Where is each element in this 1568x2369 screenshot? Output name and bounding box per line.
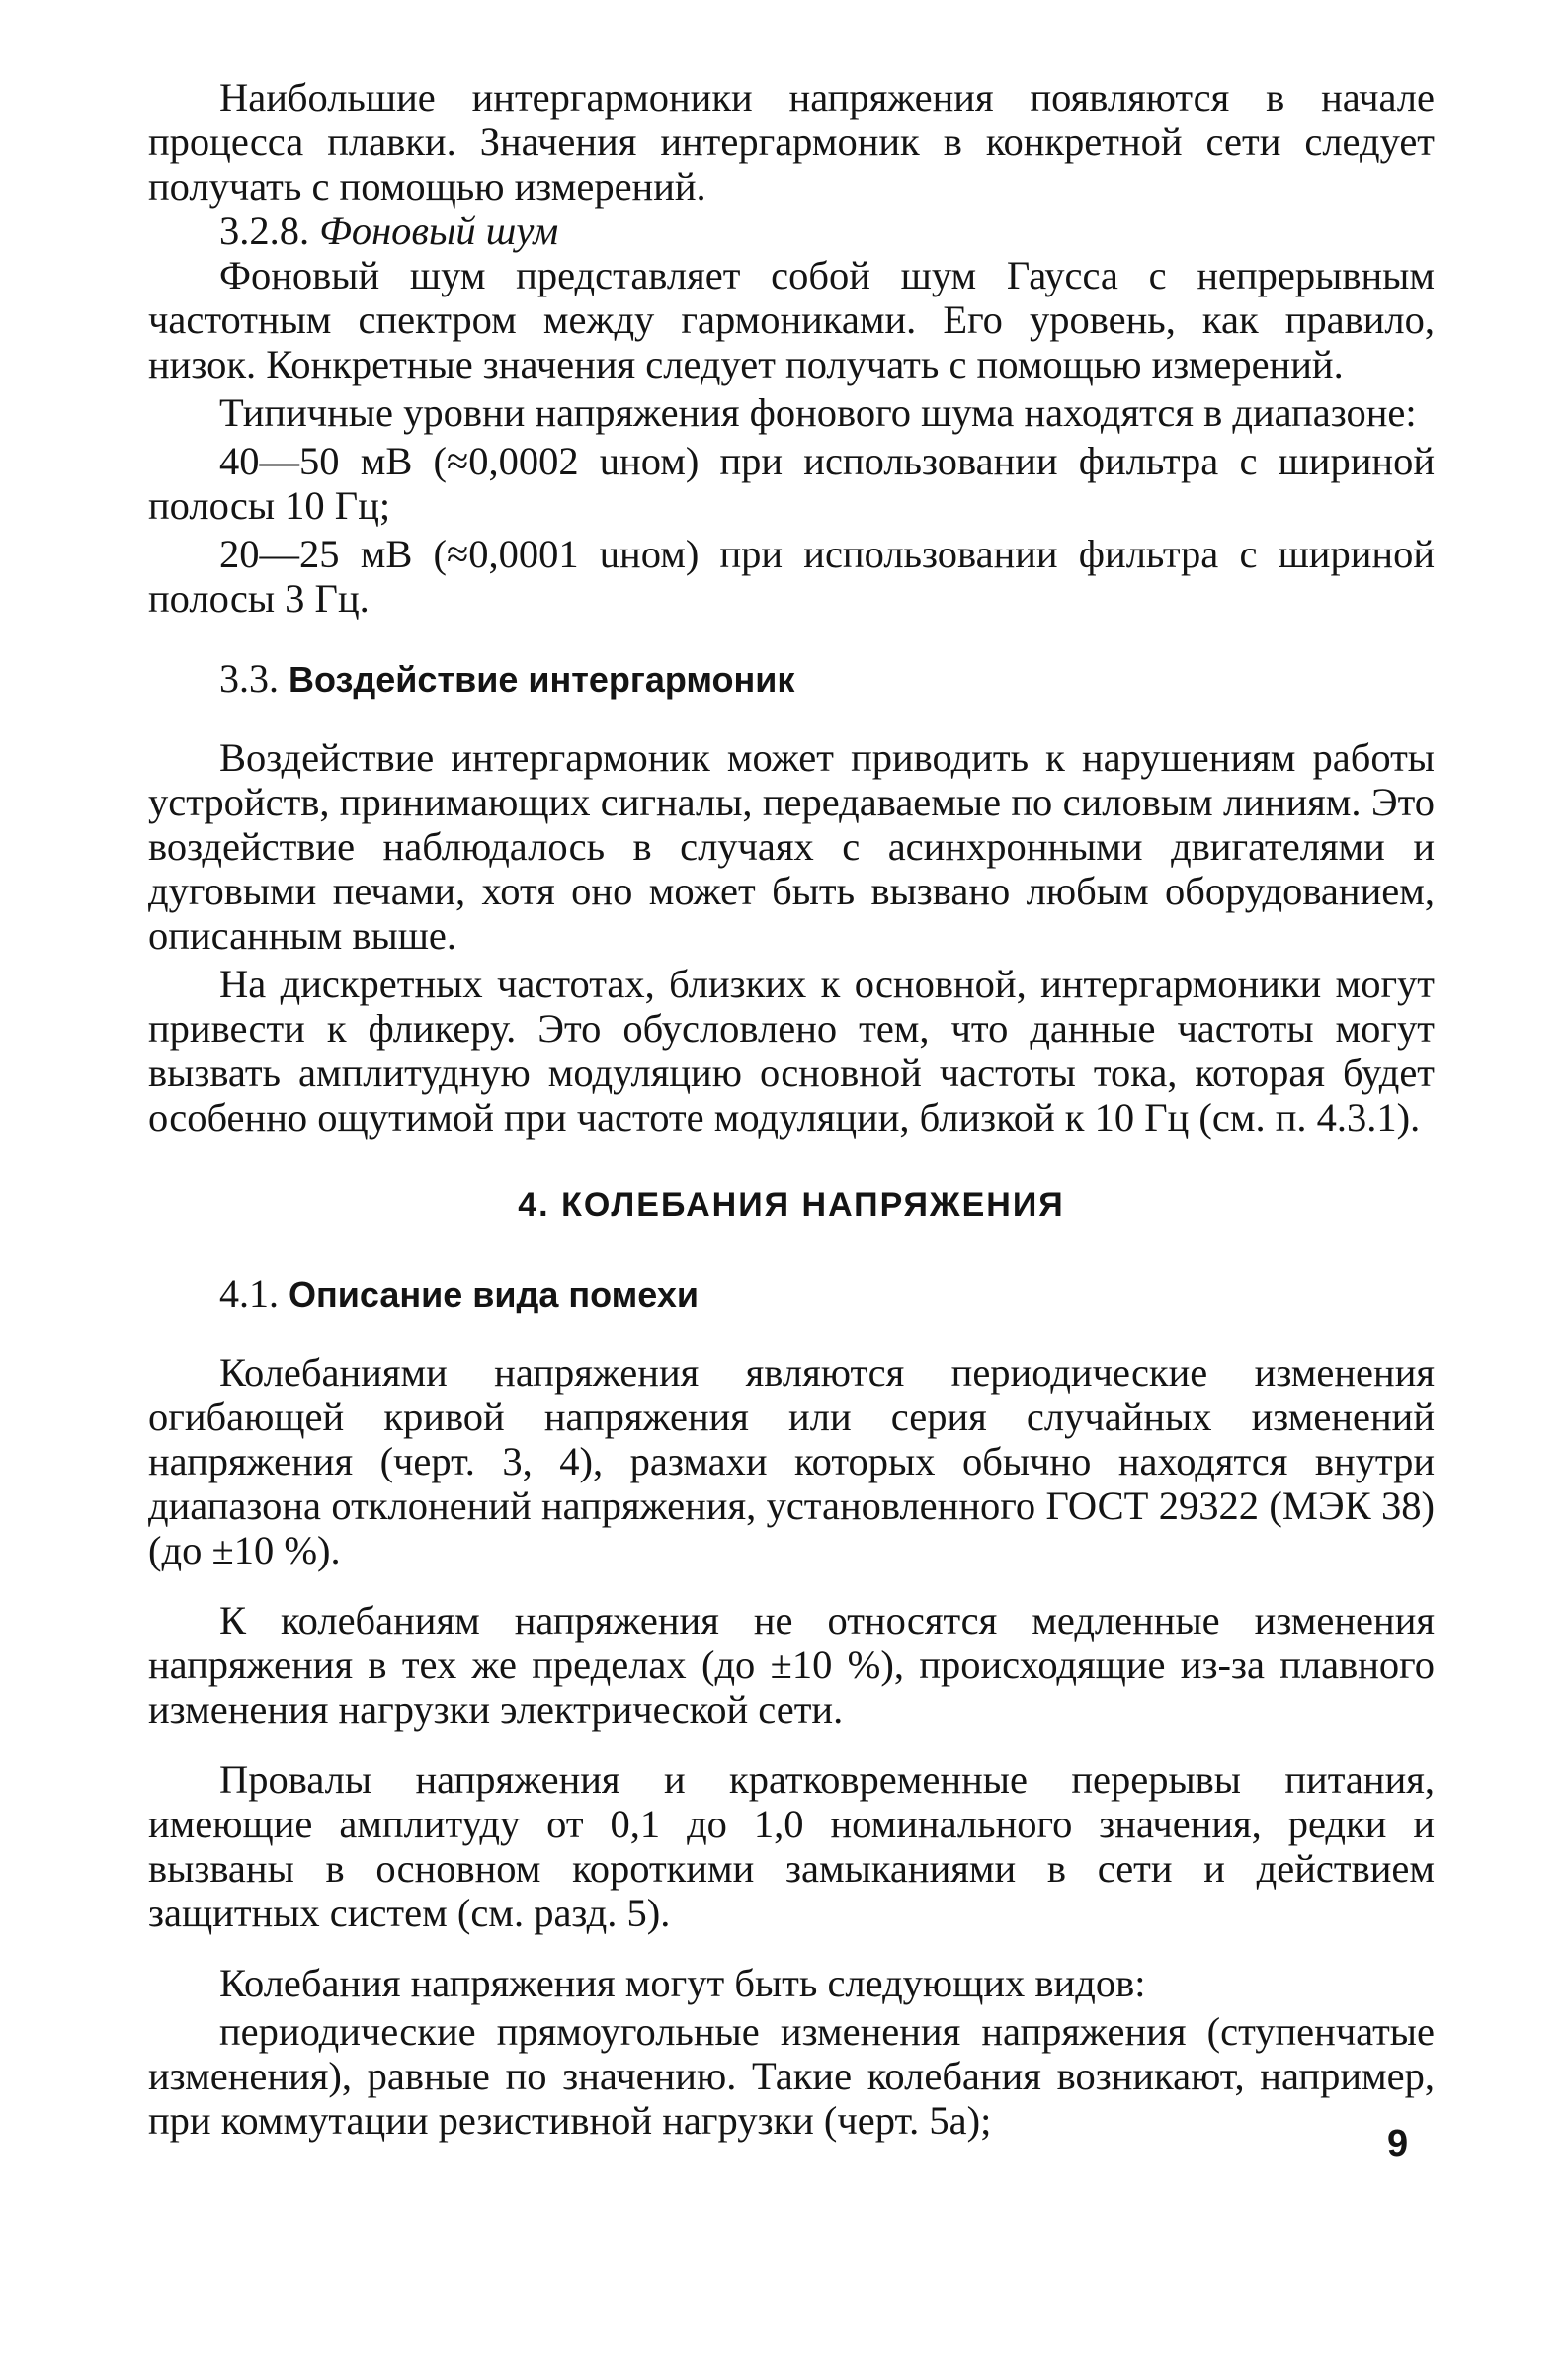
paragraph-voltage-fluctuations-definition: Колебаниями напряжения являются периодические изменения огибающей кривой напряжения или серия случайных изменений напряжения (черт. 3, 4), размахи которых обычно находятся внутри диапазона отклонений напряжения, установленного ГОСТ 29322 (МЭК 38) (до ±10 %). <box>148 1350 1435 1572</box>
paragraph-melting-interharmonics: Наибольшие интергармоники напряжения появляются в начале процесса плавки. Значения интергармоник в конкретной сети следует получать с помощью измерений. <box>148 75 1435 209</box>
paragraph-gap <box>148 1935 1435 1961</box>
subsection-heading-3-2-8 <box>148 209 1435 253</box>
section-number: 3.3. <box>219 656 279 701</box>
chapter-heading-4: 4. КОЛЕБАНИЯ НАПРЯЖЕНИЯ <box>518 1186 1065 1224</box>
subsection-number: 3.2.8. <box>219 209 310 253</box>
page-number: 9 <box>1387 2123 1409 2164</box>
paragraph-interharmonics-effect: Воздействие интергармоник может приводить к нарушениям работы устройств, принимающих сигналы, передаваемые по силовым линиям. Это воздействие наблюдалось в случаях с асинхронными двигателями и дуговыми печами, хотя оно может быть вызвано любым оборудованием, описанным выше. <box>148 735 1435 958</box>
paragraph-rectangular-changes: периодические прямоугольные изменения напряжения (ступенчатые изменения), равные по значению. Такие колебания возникают, например, при коммутации резистивной нагрузки (черт. 5а); <box>148 2009 1435 2143</box>
paragraph-slow-changes: К колебаниям напряжения не относятся медленные изменения напряжения в тех же пределах (до ±10 %), происходящие из-за плавного изменения нагрузки электрической сети. <box>148 1598 1435 1732</box>
paragraph-dips-interruptions: Провалы напряжения и кратковременные перерывы питания, имеющие амплитуду от 0,1 до 1,0 номинального значения, редки и вызваны в основном короткими замыканиями в сети и действием защитных систем (см. разд. 5). <box>148 1757 1435 1935</box>
document-page <box>148 75 1435 2143</box>
paragraph-level-10hz: 40—50 мВ (≈0,0002 uном) при использовании фильтра с шириной полосы 10 Гц; <box>148 439 1435 528</box>
paragraph-typical-levels: Типичные уровни напряжения фонового шума находятся в диапазоне: <box>219 390 1417 435</box>
section-heading-4-1 <box>148 1271 1435 1316</box>
section-title: Описание вида помехи <box>289 1274 699 1314</box>
paragraph-flicker: На дискретных частотах, близких к основной, интергармоники могут привести к фликеру. Это обусловлено тем, что данные частоты могут вызвать амплитудную модуляцию основной частоты тока, которая будет особенно ощутимой при частоте модуляции, близкой к 10 Гц (см. п. 4.3.1). <box>148 962 1435 1140</box>
section-title: Воздействие интергармоник <box>289 659 795 700</box>
section-number: 4.1. <box>219 1271 279 1315</box>
section-heading-3-3 <box>148 656 1435 702</box>
paragraph-gap <box>148 1572 1435 1598</box>
paragraph-fluctuation-types: Колебания напряжения могут быть следующих видов: <box>219 1961 1146 2005</box>
subsection-title: Фоновый шум <box>319 209 559 253</box>
paragraph-level-3hz: 20—25 мВ (≈0,0001 uном) при использовании фильтра с шириной полосы 3 Гц. <box>148 532 1435 621</box>
paragraph-gap <box>148 1732 1435 1757</box>
paragraph-background-noise: Фоновый шум представляет собой шум Гаусса с непрерывным частотным спектром между гармониками. Его уровень, как правило, низок. Конкретные значения следует получать с помощью измерений. <box>148 253 1435 386</box>
